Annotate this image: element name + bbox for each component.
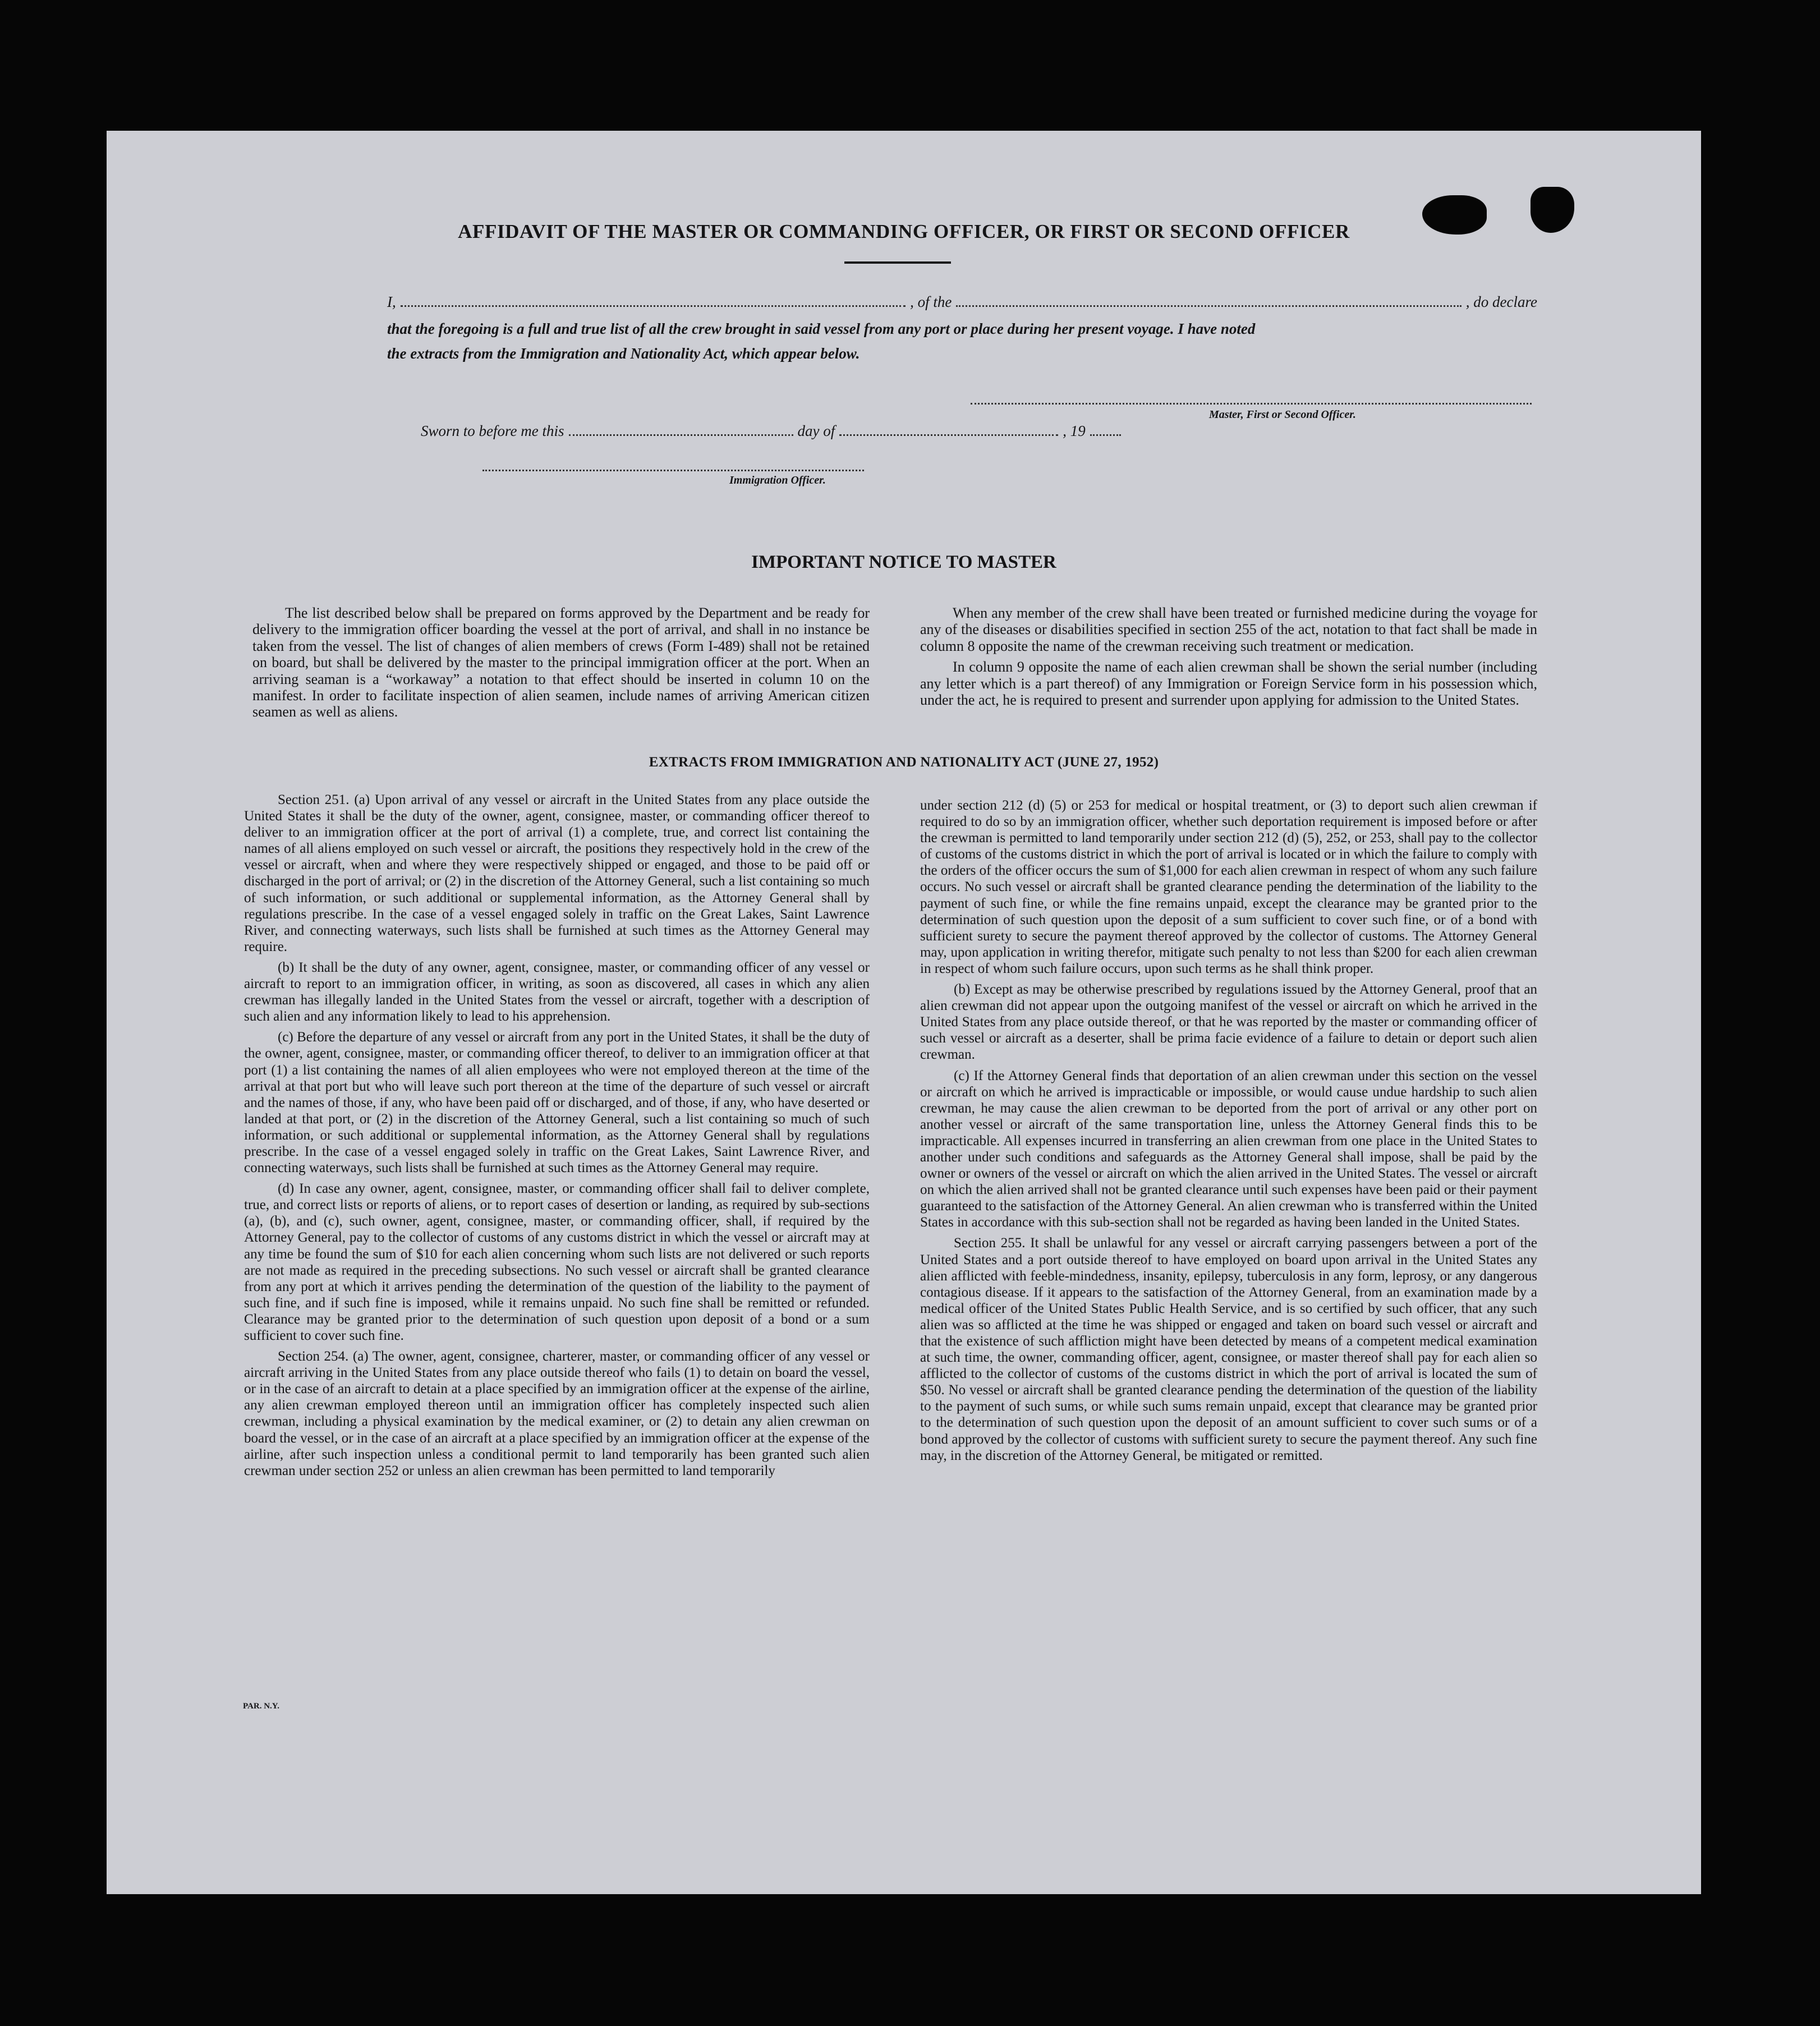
- year-label: , 19: [1063, 422, 1086, 439]
- name-field[interactable]: [401, 305, 906, 307]
- notice-title: IMPORTANT NOTICE TO MASTER: [751, 552, 1056, 572]
- sworn-label: Sworn to before me this: [421, 422, 564, 439]
- extracts-title: EXTRACTS FROM IMMIGRATION AND NATIONALITY ACT (JUNE 27, 1952): [649, 755, 1159, 770]
- affidavit-title: AFFIDAVIT OF THE MASTER OR COMMANDING OFFICER, OR FIRST OR SECOND OFFICER: [458, 220, 1350, 242]
- document-page: [107, 131, 1701, 1894]
- section-paragraph: (b) Except as may be otherwise prescribed by regulations issued by the Attorney General, proof that an alien crewman did not appear upon the outgoing manifest of the vessel or aircraft on which he arrived in the United States from any place outside thereof, or that he was reported by the master or commanding officer of such vessel or aircraft as a deserter, shall be prima facie evidence of a failure to detain or deport such alien crewman.: [920, 982, 1537, 1063]
- of-the-label: , of the: [910, 293, 952, 310]
- declaration-text: the extracts from the Immigration and Nationality Act, which appear below.: [387, 345, 860, 362]
- day-of-label: day of: [797, 422, 835, 439]
- notice-right-column: [920, 605, 1537, 708]
- sworn-line: [421, 422, 1125, 440]
- master-signature-line[interactable]: [971, 403, 1532, 405]
- officer-signature-line[interactable]: [482, 470, 864, 471]
- declaration-line: [387, 293, 1537, 311]
- master-caption: Master, First or Second Officer.: [1209, 408, 1356, 421]
- do-declare-label: , do declare: [1465, 293, 1537, 310]
- sworn-year-field[interactable]: [1090, 434, 1121, 436]
- section-paragraph: (c) If the Attorney General finds that deportation of an alien crewman under this section on the vessel or aircraft on which he arrived is impracticable or impossible, or would cause undue hardship to such alien crewman, he may cause the alien crewman to be deported from the port of arrival or any other port on another vessel or aircraft of the same transportation line, unless the Attorney General finds this to be impracticable. All expenses incurred in transferring an alien crewman from one place in the United States to another under such conditions and safeguards as the Attorney General shall impose, shall be paid by the owner or owners of the vessel or aircraft on which the alien arrived in the United States. The vessel or aircraft on which the alien arrived shall not be granted clearance until such expenses have been paid or their payment guaranteed to the satisfaction of the Attorney General. An alien crewman who is transferred within the United States in accordance with this sub-section shall not be regarded as having been landed in the United States.: [920, 1068, 1537, 1230]
- section-paragraph: Section 255. It shall be unlawful for any vessel or aircraft carrying passengers between a port of the United States and a port outside thereof to have employed on board upon arrival in the United States any alien afflicted with feeble-mindedness, insanity, epilepsy, tuberculosis in any form, leprosy, or any dangerous contagious disease. If it appears to the satisfaction of the Attorney General, from an examination made by a medical officer of the United States Public Health Service, and is so certified by such officer, that any such alien was so afflicted at the time he was shipped or engaged and taken on board such vessel or aircraft and that the existence of such affliction might have been detected by means of a competent medical examination at such time, the owner, commanding officer, agent, consignee, or master thereof shall pay for each alien so afflicted to the collector of customs of the customs district in which the port of arrival is located the sum of $50. No vessel or aircraft shall be granted clearance pending the determination of the question of the liability to the payment of such sums, or while such sums remain unpaid, except that clearance may be granted prior to the determination of such question upon the deposit of an amount sufficient to cover such sums or of a bond approved by the collector of customs with sufficient surety to secure the payment thereof. Any such fine may, in the discretion of the Attorney General, be mitigated or remitted.: [920, 1235, 1537, 1463]
- section-paragraph: Section 254. (a) The owner, agent, consignee, charterer, master, or commanding officer of any vessel or aircraft arriving in the United States from any place outside thereof who fails (1) to detain on board the vessel, or in the case of an aircraft to detain at a place specified by an immigration officer at the expense of the airline, any alien crewman employed thereon until an immigration officer has completely inspected such alien crewman, including a physical examination by the medical examiner, or (2) to detain any alien crewman on board the vessel, or in the case of an aircraft at a place specified by an immigration officer at the expense of the airline, after such inspection unless a conditional permit to land temporarily has been granted such alien crewman under section 252 or unless an alien crewman has been permitted to land temporarily: [244, 1349, 870, 1478]
- printer-mark: PAR. N.Y.: [243, 1702, 280, 1711]
- section-paragraph: (b) It shall be the duty of any owner, agent, consignee, master, or commanding officer of any vessel or aircraft to report to an immigration officer, in writing, as soon as discovered, all cases in which any alien crewman has illegally landed in the United States from the vessel or aircraft, together with a description of such alien and any information likely to lead to his apprehension.: [244, 959, 870, 1025]
- notice-text: In column 9 opposite the name of each alien crewman shall be shown the serial number (including any letter which is a part thereof) of any Immigration or Foreign Service form in his possession which, under the act, he is required to present and surrender upon applying for admission to the United States.: [920, 659, 1537, 709]
- section-paragraph: (d) In case any owner, agent, consignee, master, or commanding officer shall fail to deliver complete, true, and correct lists or reports of aliens, or to report cases of desertion or landing, as required by sub-sections (a), (b), and (c), such owner, agent, consignee, master, or commanding officer, shall, if required by the Attorney General, pay to the collector of customs of any customs district in which the vessel or aircraft may at any time be found the sum of $10 for each alien concerning whom such lists are not delivered or such reports are not made as required in the preceding subsections. No such vessel or aircraft shall be granted clearance from any port at which it arrives pending the determination of the question of the liability to the payment of such fine, and if such fine is imposed, while it remains unpaid. No such fine shall be remitted or refunded. Clearance may be granted prior to the determination of such question upon deposit of a bond or a sum sufficient to cover such fine.: [244, 1181, 870, 1343]
- immigration-officer-caption: Immigration Officer.: [729, 474, 826, 486]
- notice-left-paragraph: [252, 605, 870, 720]
- title-rule: [844, 261, 951, 264]
- vessel-field[interactable]: [956, 305, 1461, 307]
- section-paragraph: Section 251. (a) Upon arrival of any vessel or aircraft in the United States from any place outside the United States it shall be the duty of the owner, agent, consignee, master, or commanding officer thereof to deliver to an immigration officer at the port of arrival (1) a complete, true, and correct list containing the names of all aliens employed on such vessel or aircraft, the positions they respectively hold in the crew of the vessel or aircraft, when and where they were respectively shipped or engaged, and those to be paid off or discharged in the port of arrival; or (2) in the discretion of the Attorney General, such a list containing so much of such information, or such additional or supplemental information, as the Attorney General shall by regulations prescribe. In the case of a vessel engaged solely in traffic on the Great Lakes, Saint Lawrence River, and connecting waterways, such lists shall be furnished at such times as the Attorney General may require.: [244, 792, 870, 954]
- section-paragraph: under section 212 (d) (5) or 253 for medical or hospital treatment, or (3) to deport such alien crewman if required to do so by an immigration officer, whether such deportation requirement is imposed before or after the crewman is permitted to land temporarily under section 212 (d) (5), 252, or 253, shall pay to the collector of customs of the customs district in which the port of arrival is located or in which the failure to comply with the orders of the officer occurs the sum of $1,000 for each alien crewman in respect of whom any such failure occurs. No such vessel or aircraft shall be granted clearance pending the determination of the liability to the payment of such fine, or while the fine remains unpaid, except the clearance may be granted prior to the determination of such question upon the deposit of a sum sufficient to cover such fine, or of a bond with sufficient surety to secure the payment thereof approved by the collector of customs. The Attorney General may, upon application in writing therefor, mitigate such penalty to not less than $200 for each alien crewman in respect of whom such failure occurs, upon such terms as he shall think proper.: [920, 798, 1537, 976]
- extracts-left-column: [244, 792, 870, 1483]
- extracts-right-column: [920, 797, 1537, 1468]
- declaration-text: that the foregoing is a full and true list of all the crew brought in said vessel from any port or place during her present voyage. I have noted: [387, 320, 1256, 337]
- sworn-day-field[interactable]: [569, 434, 793, 436]
- notice-text: The list described below shall be prepared on forms approved by the Department and be ready for delivery to the immigration officer boarding the vessel at the port of arrival, and shall in no instance be taken from the vessel. The list of changes of alien members of crews (Form I-489) shall not be retained on board, but shall be delivered by the master to the principal immigration officer at the port. When an arriving seaman is a “workaway” a notation to that effect should be inserted in column 10 on the manifest. In order to facilitate inspection of alien seamen, include names of arriving American citizen seamen as well as aliens.: [252, 605, 870, 720]
- section-paragraph: (c) Before the departure of any vessel or aircraft from any port in the United States, it shall be the duty of the owner, agent, consignee, master, or commanding officer thereof, to deliver to an immigration officer at that port (1) a list containing the names of all alien employees who were not employed thereon at the time of the arrival at that port but who will leave such port thereon at the time of the departure of such vessel or aircraft and the names of those, if any, who have been paid off or discharged, and of those, if any, who have deserted or landed at that port, or (2) in the discretion of the Attorney General, such a list containing so much of such information, or such additional or supplemental information, as the Attorney General shall by regulations prescribe. In the case of a vessel engaged solely in traffic on the Great Lakes, Saint Lawrence River, and connecting waterways, such lists shall be furnished at such times as the Attorney General may require.: [244, 1030, 870, 1176]
- i-label: I,: [387, 293, 396, 310]
- notice-text: When any member of the crew shall have been treated or furnished medicine during the voyage for any of the diseases or disabilities specified in section 255 of the act, notation to that fact shall be made in column 8 opposite the name of the crewman receiving such treatment or medication.: [920, 605, 1537, 654]
- sworn-month-field[interactable]: [839, 434, 1058, 436]
